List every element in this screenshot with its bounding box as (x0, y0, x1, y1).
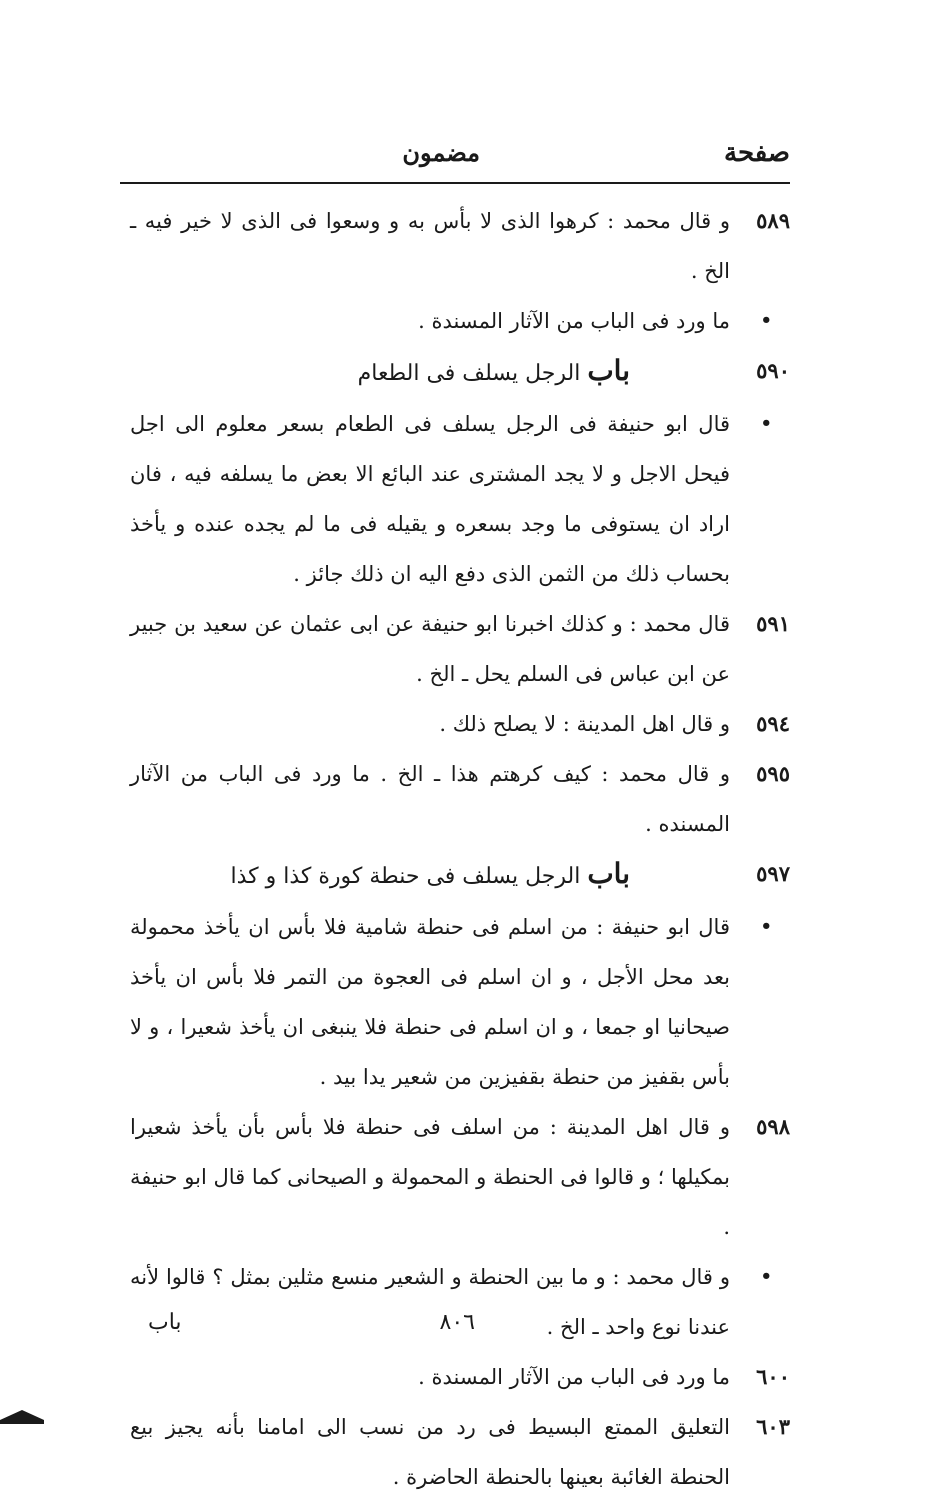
entry-text: و قال اهل المدينة : لا يصلح ذلك . (439, 712, 730, 736)
index-entries (120, 196, 790, 1502)
index-entry (120, 902, 790, 1102)
entry-text: و قال محمد : و ما بين الحنطة و الشعير منسع مثلين بمثل ؟ قالوا لأنه عندنا نوع واحد ـ الخ . (130, 1265, 730, 1339)
index-entry (120, 699, 790, 749)
corner-mark-icon (0, 1408, 44, 1424)
entry-bullet: • (760, 916, 772, 937)
catchword: باب (148, 1310, 182, 1335)
entry-page-number: ٥٩٧ (756, 861, 790, 886)
chapter-title-text: الرجل يسلف فى حنطة كورة كذا و كذا (230, 864, 581, 889)
entry-page-number: ٦٠٠ (756, 1364, 790, 1389)
page-footer (120, 1310, 790, 1350)
entry-bullet: • (760, 310, 772, 331)
index-entry (120, 1352, 790, 1402)
header-rule (120, 182, 790, 184)
entry-page-number: ٦٠٣ (756, 1414, 790, 1439)
entry-text: ما ورد فى الباب من الآثار المسندة . (418, 1365, 730, 1389)
index-entry (120, 749, 790, 849)
page-number: ٨٠٦ (439, 1310, 475, 1335)
entry-page-number: ٥٨٩ (756, 208, 790, 233)
chapter-title (120, 346, 730, 399)
index-entry (120, 599, 790, 699)
entry-text: قال محمد : و كذلك اخبرنا ابو حنيفة عن ابى عثمان عن سعيد بن جبير عن ابن عباس فى السلم يحل ـ الخ . (130, 612, 730, 686)
chapter-heading (120, 346, 790, 399)
entry-text: و قال اهل المدينة : من اسلف فى حنطة فلا بأس بأن يأخذ شعيرا بمكيلها ؛ و قالوا فى الحنطة و المحمولة و الصيحانى كما قال ابو حنيفة . (130, 1115, 730, 1239)
entry-text: و قال محمد : كرهوا الذى لا بأس به و وسعوا فى الذى لا خير فيه ـ الخ . (130, 209, 730, 283)
entry-page-number: ٥٩٥ (756, 761, 790, 786)
entry-page-number: ٥٩١ (756, 611, 790, 636)
entry-page-number: ٥٩٨ (756, 1114, 790, 1139)
index-entry (120, 196, 790, 296)
entry-bullet: • (760, 1266, 772, 1287)
chapter-title-text: الرجل يسلف فى الطعام (357, 361, 581, 386)
page-column-label: صفحة (724, 138, 790, 168)
content-column-label: مضمون (402, 138, 480, 167)
entry-text: قال ابو حنيفة فى الرجل يسلف فى الطعام بسعر معلوم الى اجل فيحل الاجل و لا يجد المشترى عند البائع الا بعض ما يسلفه فيه ، فان اراد ان يستوفى ما وجد بسعره و يقيله فى ما لم يجده عنده و يأخذ بحساب ذلك من الثمن الذى دفع اليه ان ذلك جائز . (130, 412, 730, 586)
index-entry (120, 1102, 790, 1252)
chapter-keyword: باب (587, 857, 630, 890)
entry-page-number: ٥٩٤ (756, 711, 790, 736)
index-entry (120, 399, 790, 599)
chapter-keyword: باب (587, 354, 630, 387)
entry-text: التعليق الممتع البسيط فى رد من نسب الى امامنا بأنه يجيز بيع الحنطة الغائبة بعينها بالحنطة الحاضرة . (130, 1415, 730, 1489)
entry-text: قال ابو حنيفة : من اسلم فى حنطة شامية فلا بأس ان يأخذ محمولة بعد محل الأجل ، و ان اسلم فى العجوة من التمر فلا بأس ان يأخذ صيحانيا او جمعا ، و ان اسلم فى حنطة فلا ينبغى ان يأخذ شعيرا ، و لا بأس بقفيز من حنطة بقفيزين من شعير يدا بيد . (130, 915, 730, 1089)
index-entry (120, 296, 790, 346)
entry-text: و قال محمد : كيف كرهتم هذا ـ الخ . ما ورد فى الباب من الآثار المسنده . (130, 762, 730, 836)
chapter-heading (120, 849, 790, 902)
page-header (120, 138, 790, 178)
entry-bullet: • (760, 413, 772, 434)
entry-text: ما ورد فى الباب من الآثار المسندة . (418, 309, 730, 333)
chapter-title (120, 849, 730, 902)
entry-page-number: ٥٩٠ (756, 358, 790, 383)
index-entry (120, 1402, 790, 1502)
